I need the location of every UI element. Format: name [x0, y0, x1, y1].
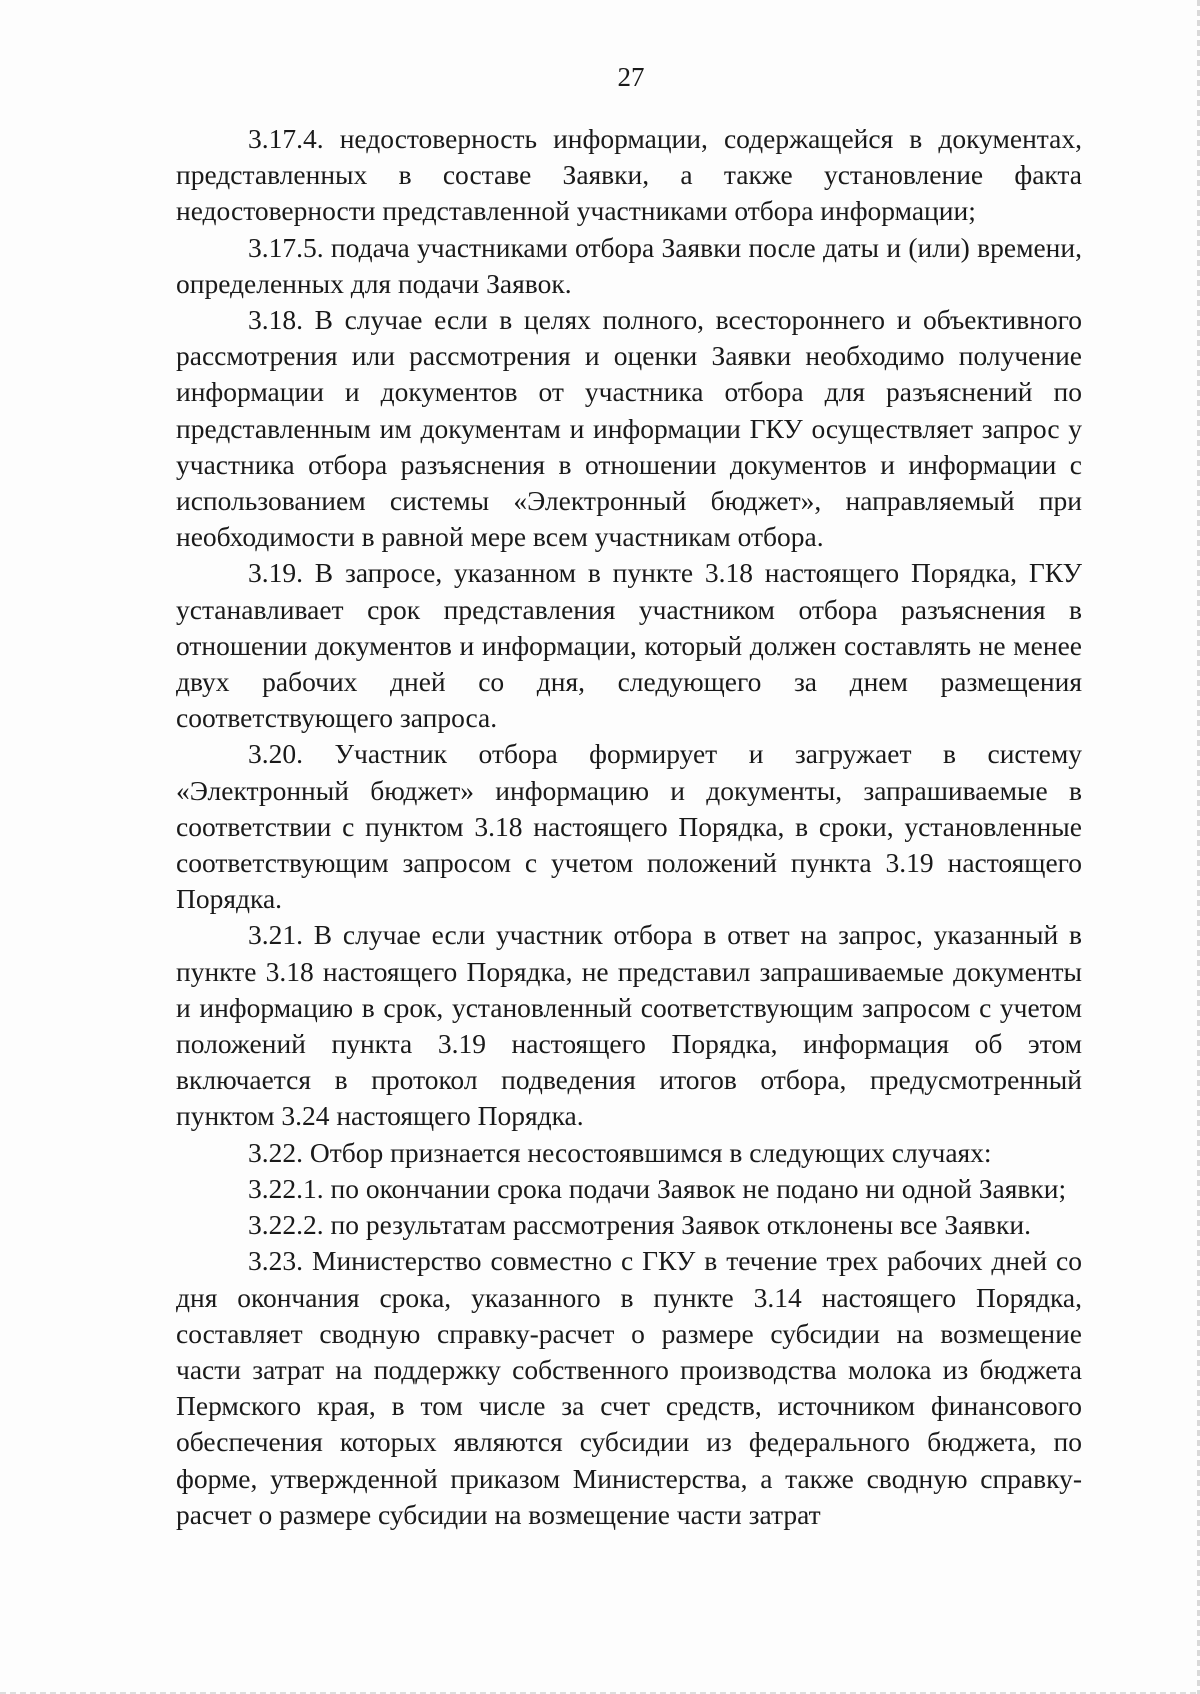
paragraph-3-20: 3.20. Участник отбора формирует и загружает в систему «Электронный бюджет» информацию и документы, запрашиваемые в соответствии с пунктом 3.18 настоящего Порядка, в сроки, установленные соответствующим запросом с учетом положений пункта 3.19 настоящего Порядка.: [176, 738, 1082, 915]
paragraph-3-22-2: 3.22.2. по результатам рассмотрения Заявок отклонены все Заявки.: [248, 1209, 1031, 1241]
paragraph-3-21: 3.21. В случае если участник отбора в ответ на запрос, указанный в пункте 3.18 настоящего Порядка, не представил запрашиваемые документы и информацию в срок, установленный соответствующим запросом с учетом положений пункта 3.19 настоящего Порядка, информация об этом включается в протокол подведения итогов отбора, предусмотренный пунктом 3.24 настоящего Порядка.: [176, 919, 1082, 1132]
document-body: [176, 121, 1082, 1533]
paragraph-3-19: 3.19. В запросе, указанном в пункте 3.18 настоящего Порядка, ГКУ устанавливает срок представления участником отбора разъяснения в отношении документов и информации, который должен составлять не менее двух рабочих дней со дня, следующего за днем размещения соответствующего запроса.: [176, 557, 1082, 734]
paragraph-3-22: 3.22. Отбор признается несостоявшимся в следующих случаях:: [248, 1136, 992, 1168]
paragraph-3-17-4: 3.17.4. недостоверность информации, содержащейся в документах, представленных в составе Заявки, а также установление факта недостоверности представленной участниками отбора информации;: [176, 123, 1082, 227]
page-number: 27: [617, 62, 645, 92]
paragraph-3-23: 3.23. Министерство совместно с ГКУ в течение трех рабочих дней со дня окончания срока, указанного в пункте 3.14 настоящего Порядка, составляет сводную справку-расчет о размере субсидии на возмещение части затрат на поддержку собственного производства молока из бюджета Пермского края, в том числе за счет средств, источником финансового обеспечения которых являются субсидии из федерального бюджета, по форме, утвержденной приказом Министерства, а также сводную справку-расчет о размере субсидии на возмещение части затрат: [176, 1245, 1082, 1530]
paragraph-3-17-5: 3.17.5. подача участниками отбора Заявки после даты и (или) времени, определенных для подачи Заявок.: [176, 231, 1082, 299]
paragraph-3-18: 3.18. В случае если в целях полного, всестороннего и объективного рассмотрения или рассмотрения и оценки Заявки необходимо получение информации и документов от участника отбора для разъяснений по представленным им документам и информации ГКУ осуществляет запрос у участника отбора разъяснения в отношении документов и информации с использованием системы «Электронный бюджет», направляемый при необходимости в равной мере всем участникам отбора.: [176, 304, 1082, 553]
paragraph-3-22-1: 3.22.1. по окончании срока подачи Заявок не подано ни одной Заявки;: [248, 1172, 1067, 1204]
